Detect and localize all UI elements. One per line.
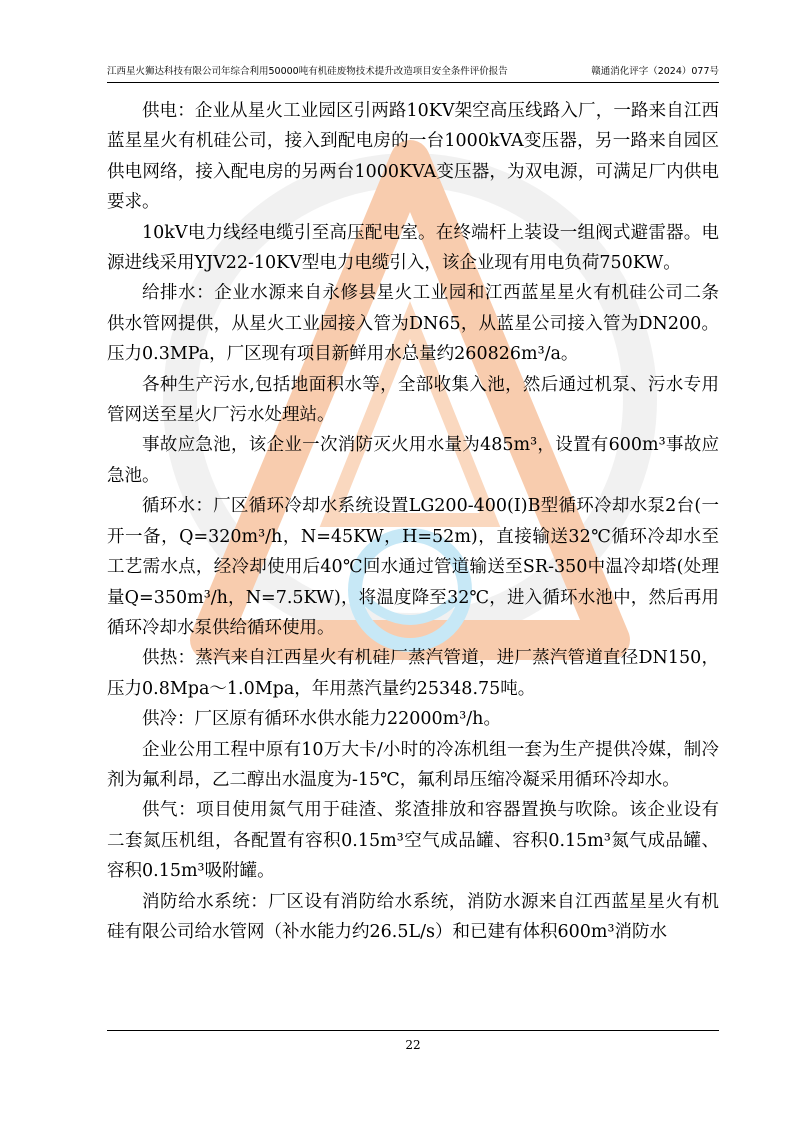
paragraph-emergency-pool: 事故应急池，该企业一次消防灭火用水量为485m³，设置有600m³事故应急池。 (107, 435, 719, 486)
paragraph-circulating-water: 循环水：厂区循环冷却水系统设置LG200-400(I)B型循环冷却水泵2台(一开一备，Q=320m³/h，N=45KW，H=52m)，直接输送32℃循环冷却水至工艺需水点，经冷却使用后40℃回水通过管道输送至SR-350中温冷却塔(处理量Q=350m³/h，N=7.5KW)，将温度降至32℃，进入循环水池中，然后再用循环冷却水泵供给循环使用。 (107, 496, 719, 638)
header-report-title: 江西星火狮达科技有限公司年综合利用50000吨有机硅废物技术提升改造项目安全条件评价报告 (107, 66, 508, 77)
page-number: 22 (405, 1038, 421, 1052)
header-divider (107, 82, 719, 83)
paragraph-power-supply: 供电：企业从星火工业园区引两路10KV架空高压线路入厂，一路来自江西蓝星星火有机硅公司，接入到配电房的一台1000kVA变压器，另一路来自园区供电网络，接入配电房的另两台1000KVA变压器，为双电源，可满足厂内供电要求。 (107, 101, 719, 213)
paragraph-power-line: 10kV电力线经电缆引至高压配电室。在终端杆上装设一组阀式避雷器。电源进线采用YJV22-10KV型电力电缆引入，该企业现有用电负荷750KW。 (107, 222, 719, 274)
paragraph-heat-supply: 供热：蒸汽来自江西星火有机硅厂蒸汽管道，进厂蒸汽管道直径DN150，压力0.8Mpa～1.0Mpa，年用蒸汽量约25348.75吨。 (107, 648, 719, 699)
paragraph-cooling-supply: 供冷：厂区原有循环水供水能力22000m³/h。 (142, 709, 501, 730)
paragraph-water-supply: 给排水：企业水源来自永修县星火工业园和江西蓝星星火有机硅公司二条供水管网提供，从星火工业园接入管为DN65，从蓝星公司接入管为DN200。压力0.3MPa，厂区现有项目新鲜用水总量约260826m³/a。 (107, 283, 719, 365)
page-header (107, 64, 719, 80)
header-report-number: 赣通消化评字（2024）077号 (591, 66, 719, 77)
document-body (107, 96, 719, 947)
paragraph-wastewater: 各种生产污水,包括地面积水等，全部收集入池，然后通过机泵、污水专用管网送至星火厂污水处理站。 (107, 374, 719, 426)
paragraph-gas-supply: 供气：项目使用氮气用于硅渣、浆渣排放和容器置换与吹除。该企业设有二套氮压机组，各配置有容积0.15m³空气成品罐、容积0.15m³氮气成品罐、容积0.15m³吸附罐。 (107, 800, 719, 882)
paragraph-fire-water: 消防给水系统：厂区设有消防给水系统，消防水源来自江西蓝星星火有机硅有限公司给水管网（补水能力约26.5L/s）和已建有体积600m³消防水 (107, 891, 719, 942)
footer-divider (107, 1030, 719, 1031)
paragraph-refrigeration: 企业公用工程中原有10万大卡/小时的冷冻机组一套为生产提供冷媒，制冷剂为氟利昂，乙二醇出水温度为-15℃，氟利昂压缩冷凝采用循环冷却水。 (107, 739, 719, 790)
